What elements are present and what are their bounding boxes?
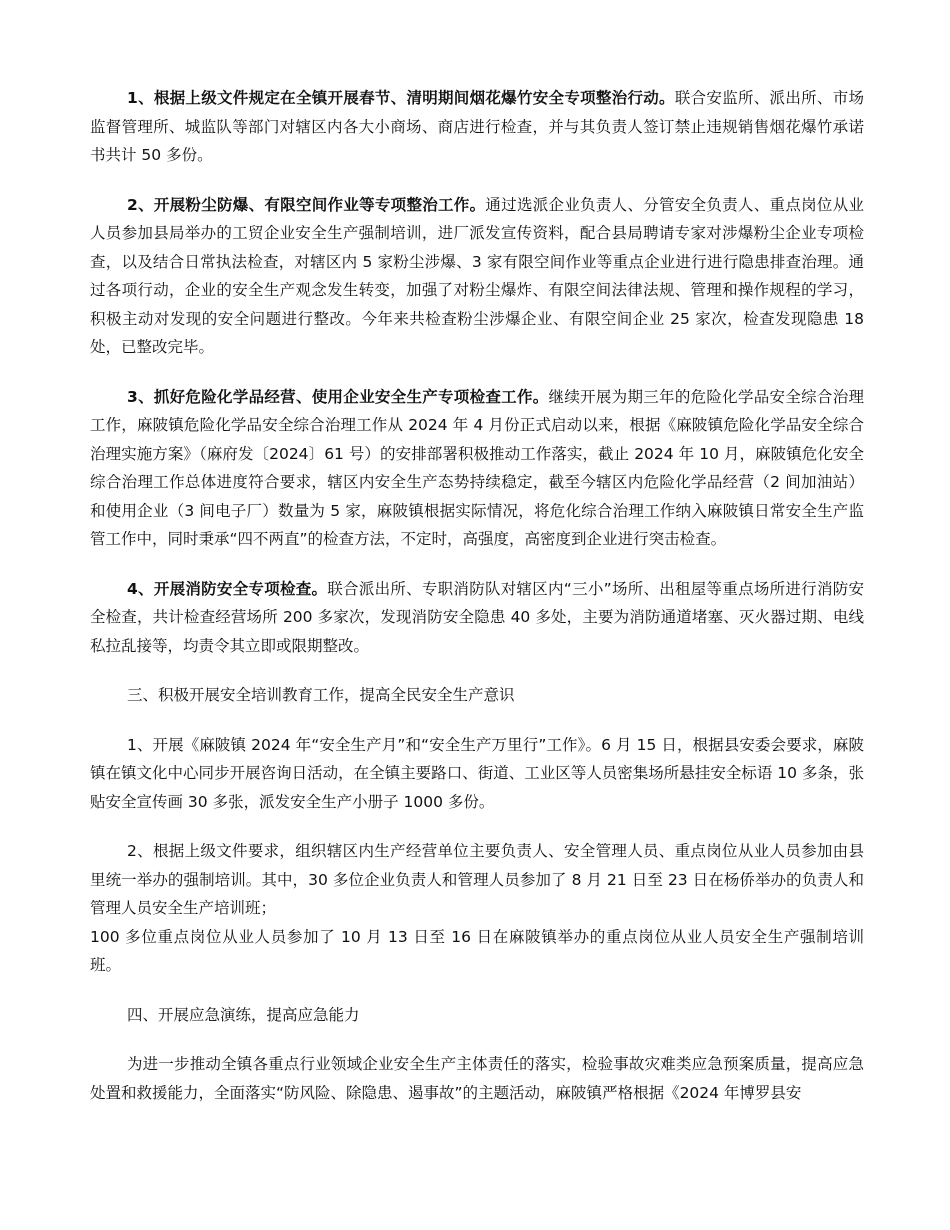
item-fire-safety-body: 联合派出所、专职消防队对辖区内“三小”场所、出租屋等重点场所进行消防安全检查，共计检查经营场所 200 多家次，发现消防安全隐患 40 多处，主要为消防通道堵塞、灭火器过期、电线私拉乱接等，均责令其立即或限期整改。: [90, 579, 864, 655]
item-hazardous-chemicals-body: 继续开展为期三年的危险化学品安全综合治理工作，麻陂镇危险化学品安全综合治理工作从 2024 年 4 月份正式启动以来，根据《麻陂镇危险化学品安全综合治理实施方案》（麻府发〔2024〕61 号）的安排部署积极推动工作落实，截止 2024 年 10 月，麻陂镇危化安全综合治理工作总体进度符合要求，辖区内安全生产态势持续稳定，截至今辖区内危险化学品经营（2 间加油站）和使用企业（3 间电子厂）数量为 5 家，麻陂镇根据实际情况，将危化综合治理工作纳入麻陂镇日常安全生产监管工作中，同时秉承“四不两直”的检查方法，不定时，高强度，高密度到企业进行突击检查。: [90, 387, 864, 548]
section3-paragraph-2-continued: 100 多位重点岗位从业人员参加了 10 月 13 日至 16 日在麻陂镇举办的重点岗位从业人员安全生产强制培训班。: [90, 927, 864, 974]
section3-paragraph-2: 2、根据上级文件要求，组织辖区内生产经营单位主要负责人、安全管理人员、重点岗位从业人员参加由县里统一举办的强制培训。其中，30 多位企业负责人和管理人员参加了 8 月 21 日至 23 日在杨侨举办的负责人和管理人员安全生产培训班；: [90, 842, 864, 917]
item-dust-explosion-body: 通过选派企业负责人、分管安全负责人、重点岗位从业人员参加县局举办的工贸企业安全生产强制培训，进厂派发宣传资料，配合县局聘请专家对涉爆粉尘企业专项检查，以及结合日常执法检查，对辖区内 5 家粉尘涉爆、3 家有限空间作业等重点企业进行进行隐患排查治理。通过各项行动，企业的安全生产观念发生转变，加强了对粉尘爆炸、有限空间法律法规、管理和操作规程的学习，积极主动对发现的安全问题进行整改。今年来共检查粉尘涉爆企业、有限空间企业 25 家次，检查发现隐患 18 处，已整改完毕。: [90, 195, 864, 356]
item-hazardous-chemicals-lead: 3、抓好危险化学品经营、使用企业安全生产专项检查工作。: [127, 387, 549, 406]
item-dust-explosion: [90, 191, 864, 362]
item-fire-safety-lead: 4、开展消防安全专项检查。: [127, 579, 328, 598]
section3-paragraph-1: 1、开展《麻陂镇 2024 年“安全生产月”和“安全生产万里行”工作》。6 月 15 日，根据县安委会要求，麻陂镇在镇文化中心同步开展咨询日活动，在全镇主要路口、街道、工业区等人员密集场所悬挂安全标语 10 多条，张贴安全宣传画 30 多张，派发安全生产小册子 1000 多份。: [90, 735, 864, 811]
item-fireworks-body: 联合安监所、派出所、市场监督管理所、城监队等部门对辖区内各大小商场、商店进行检查，并与其负责人签订禁止违规销售烟花爆竹承诺书共计 50 多份。: [90, 89, 864, 164]
item-fire-safety: [90, 575, 864, 661]
item-dust-explosion-lead: 2、开展粉尘防爆、有限空间作业等专项整治工作。: [127, 195, 486, 214]
section4-paragraph-1: 为进一步推动全镇各重点行业领域企业安全生产主体责任的落实，检验事故灾难类应急预案质量，提高应急处置和救援能力，全面落实“防风险、除隐患、遏事故”的主题活动，麻陂镇严格根据《2024 年博罗县安: [90, 1055, 864, 1102]
item-fireworks: [90, 84, 864, 170]
item-hazardous-chemicals: [90, 383, 864, 554]
section3-heading: 三、积极开展安全培训教育工作，提高全民安全生产意识: [127, 686, 515, 704]
item-fireworks-lead: 1、根据上级文件规定在全镇开展春节、清明期间烟花爆竹安全专项整治行动。: [127, 89, 675, 107]
section4-heading: 四、开展应急演练，提高应急能力: [127, 1005, 360, 1024]
